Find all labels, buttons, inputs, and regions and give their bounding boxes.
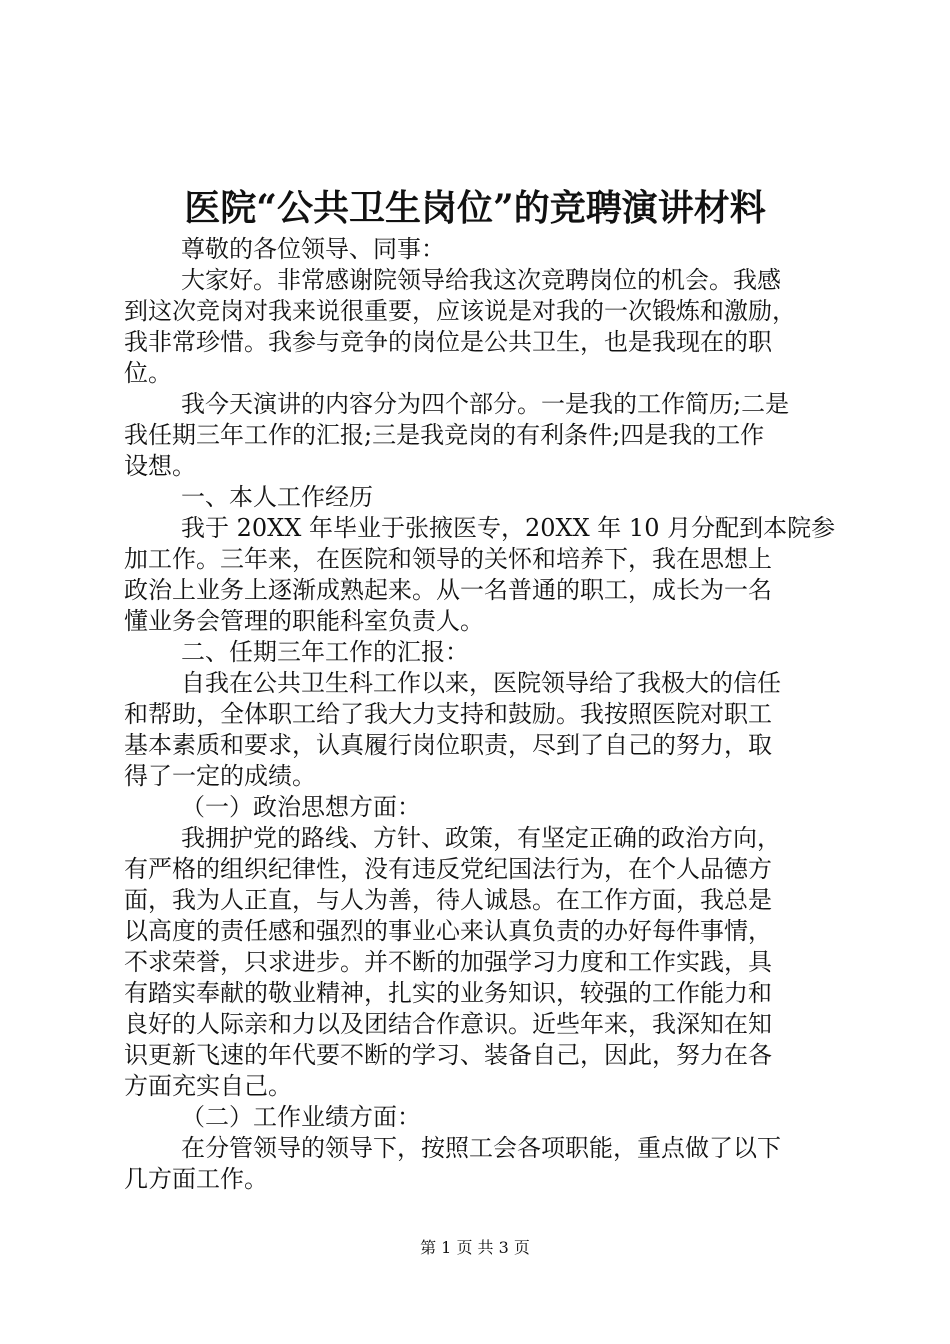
body-line: 一、本人工作经历 [181,483,373,511]
body-line: 我非常珍惜。我参与竞争的岗位是公共卫生，也是我现在的职 [124,328,772,356]
body-line: 政治上业务上逐渐成熟起来。从一名普通的职工，成长为一名 [124,576,772,604]
body-line: 几方面工作。 [124,1165,268,1193]
body-line: 方面充实自己。 [124,1072,292,1100]
body-line: 加工作。三年来，在医院和领导的关怀和培养下，我在思想上 [124,545,772,573]
body-line: 得了一定的成绩。 [124,762,316,790]
body-line: 位。 [124,359,172,387]
body-line: 尊敬的各位领导、同事： [181,235,445,263]
body-line: 识更新飞速的年代要不断的学习、装备自己，因此，努力在各 [124,1041,772,1069]
body-line: （一）政治思想方面： [181,793,421,821]
body-line: 到这次竞岗对我来说很重要，应该说是对我的一次锻炼和激励， [124,297,796,325]
body-line: 和帮助，全体职工给了我大力支持和鼓励。我按照医院对职工 [124,700,772,728]
body-line: 良好的人际亲和力以及团结合作意识。近些年来，我深知在知 [124,1010,772,1038]
body-line: 面，我为人正直，与人为善，待人诚恳。在工作方面，我总是 [124,886,772,914]
body-line: 我今天演讲的内容分为四个部分。一是我的工作简历;二是 [181,390,790,418]
body-line: 懂业务会管理的职能科室负责人。 [124,607,484,635]
body-line: 以高度的责任感和强烈的事业心来认真负责的办好每件事情， [124,917,772,945]
body-line: 我于 20XX 年毕业于张掖医专，20XX 年 10 月分配到本院参 [181,514,836,542]
body-line: 在分管领导的领导下，按照工会各项职能，重点做了以下 [181,1134,781,1162]
body-line: 自我在公共卫生科工作以来，医院领导给了我极大的信任 [181,669,781,697]
body-line: 我任期三年工作的汇报;三是我竞岗的有利条件;四是我的工作 [124,421,765,449]
document-body [124,234,836,1195]
body-line: 基本素质和要求，认真履行岗位职责，尽到了自己的努力，取 [124,731,772,759]
body-line: 大家好。非常感谢院领导给我这次竞聘岗位的机会。我感 [181,266,781,294]
page-footer: 第 1 页 共 3 页 [420,1238,530,1257]
body-line: 有严格的组织纪律性，没有违反党纪国法行为，在个人品德方 [124,855,772,883]
body-line: 有踏实奉献的敬业精神，扎实的业务知识，较强的工作能力和 [124,979,772,1007]
body-line: 二、任期三年工作的汇报： [181,638,469,666]
body-line: 我拥护党的路线、方针、政策，有坚定正确的政治方向， [181,824,781,852]
document-title: 医院“公共卫生岗位”的竞聘演讲材料 [184,187,766,229]
body-line: 设想。 [124,452,196,480]
body-line: （二）工作业绩方面： [181,1103,421,1131]
body-line: 不求荣誉，只求进步。并不断的加强学习力度和工作实践，具 [124,948,772,976]
